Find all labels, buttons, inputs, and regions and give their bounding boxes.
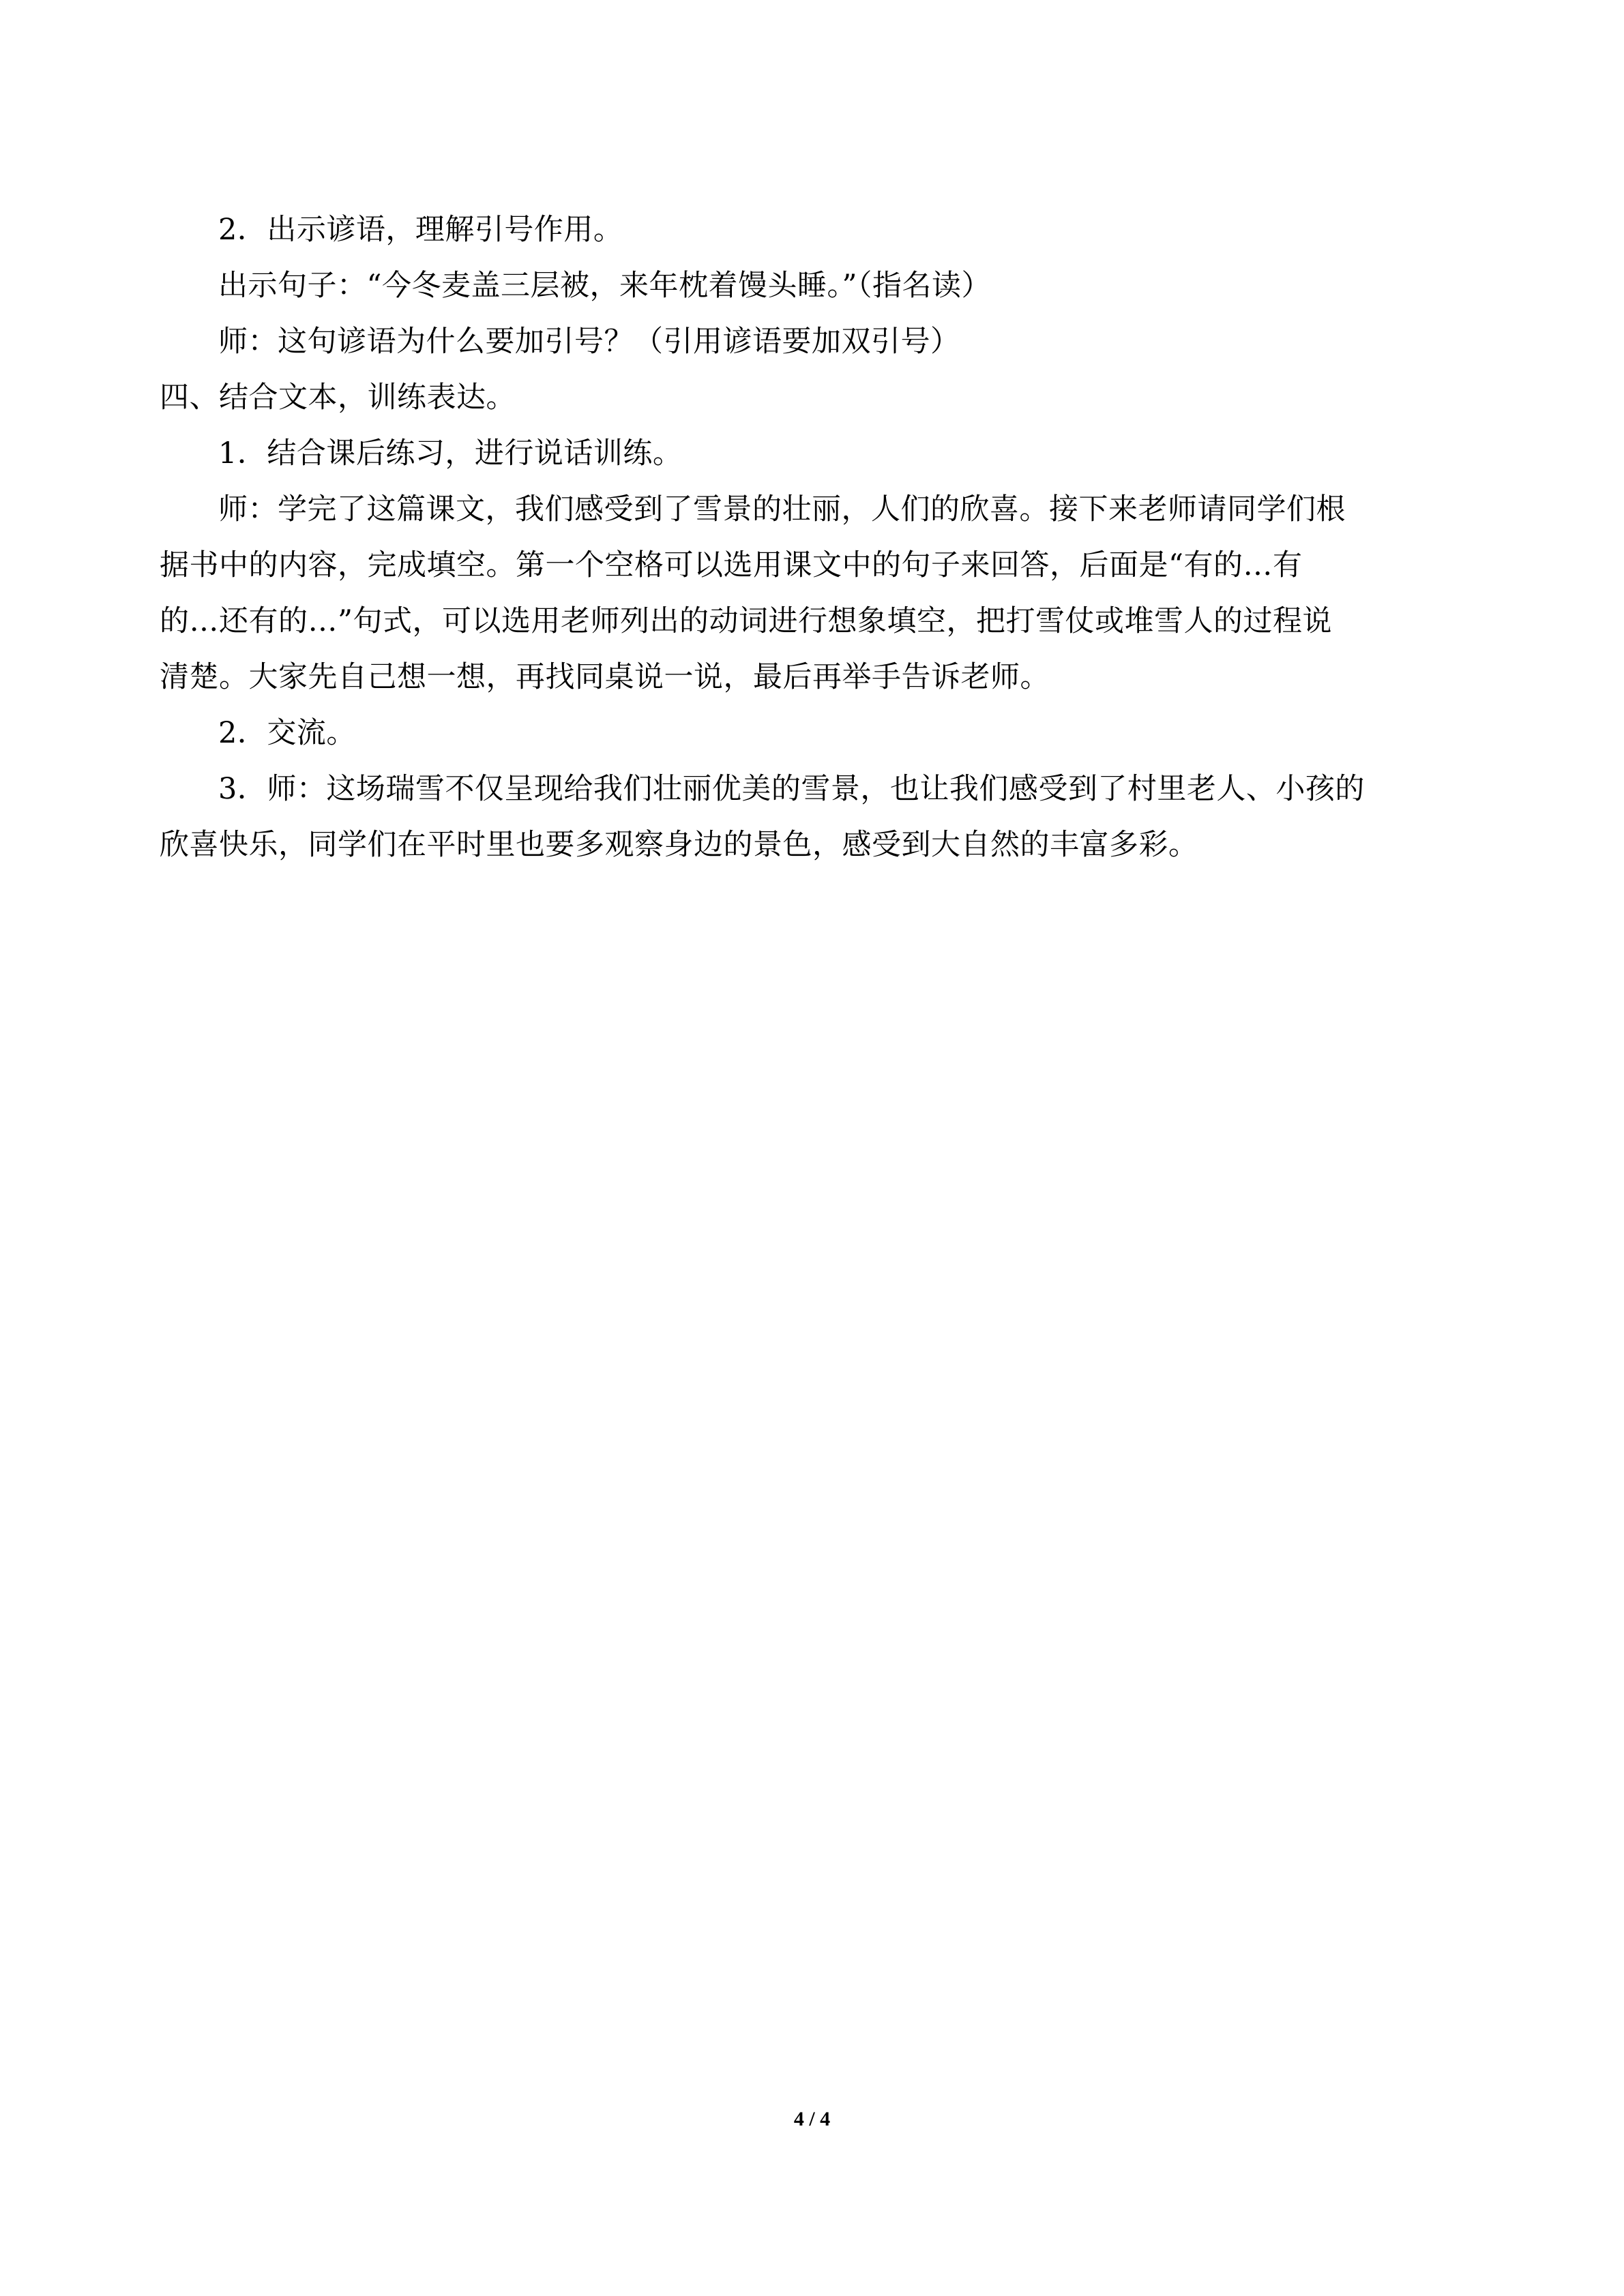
page-number: 4 / 4 xyxy=(793,2108,831,2130)
paragraph-line: 3．师：这场瑞雪不仅呈现给我们壮丽优美的雪景，也让我们感受到了村里老人、小孩的 xyxy=(218,772,1365,806)
paragraph-line: 师：学完了这篇课文，我们感受到了雪景的壮丽，人们的欣喜。接下来老师请同学们根 xyxy=(218,492,1346,526)
teacher-instruction-paragraph xyxy=(160,481,1469,705)
section-item-2: 2．出示谚语，理解引号作用。 xyxy=(218,213,623,247)
example-sentence: 出示句子：“今冬麦盖三层被，来年枕着馒头睡。”（指名读） xyxy=(218,269,991,303)
paragraph-line: 欣喜快乐，同学们在平时里也要多观察身边的景色，感受到大自然的丰富多彩。 xyxy=(160,828,1198,862)
section-item-1: 1．结合课后练习，进行说话训练。 xyxy=(218,436,683,471)
teacher-question: 师：这句谚语为什么要加引号？（引用谚语要加双引号） xyxy=(218,325,960,359)
section-item-exchange: 2．交流。 xyxy=(218,716,356,750)
paragraph-line: 清楚。大家先自己想一想，再找同桌说一说，最后再举手告诉老师。 xyxy=(160,660,1050,694)
document-body xyxy=(160,202,1469,873)
section-heading-4: 四、结合文本，训练表达。 xyxy=(160,381,516,415)
teacher-summary-paragraph xyxy=(160,761,1469,873)
paragraph-line: 的…还有的…”句式，可以选用老师列出的动词进行想象填空，把打雪仗或堆雪人的过程说 xyxy=(160,604,1332,638)
paragraph-line: 据书中的内容，完成填空。第一个空格可以选用课文中的句子来回答，后面是“有的…有 xyxy=(160,548,1303,582)
